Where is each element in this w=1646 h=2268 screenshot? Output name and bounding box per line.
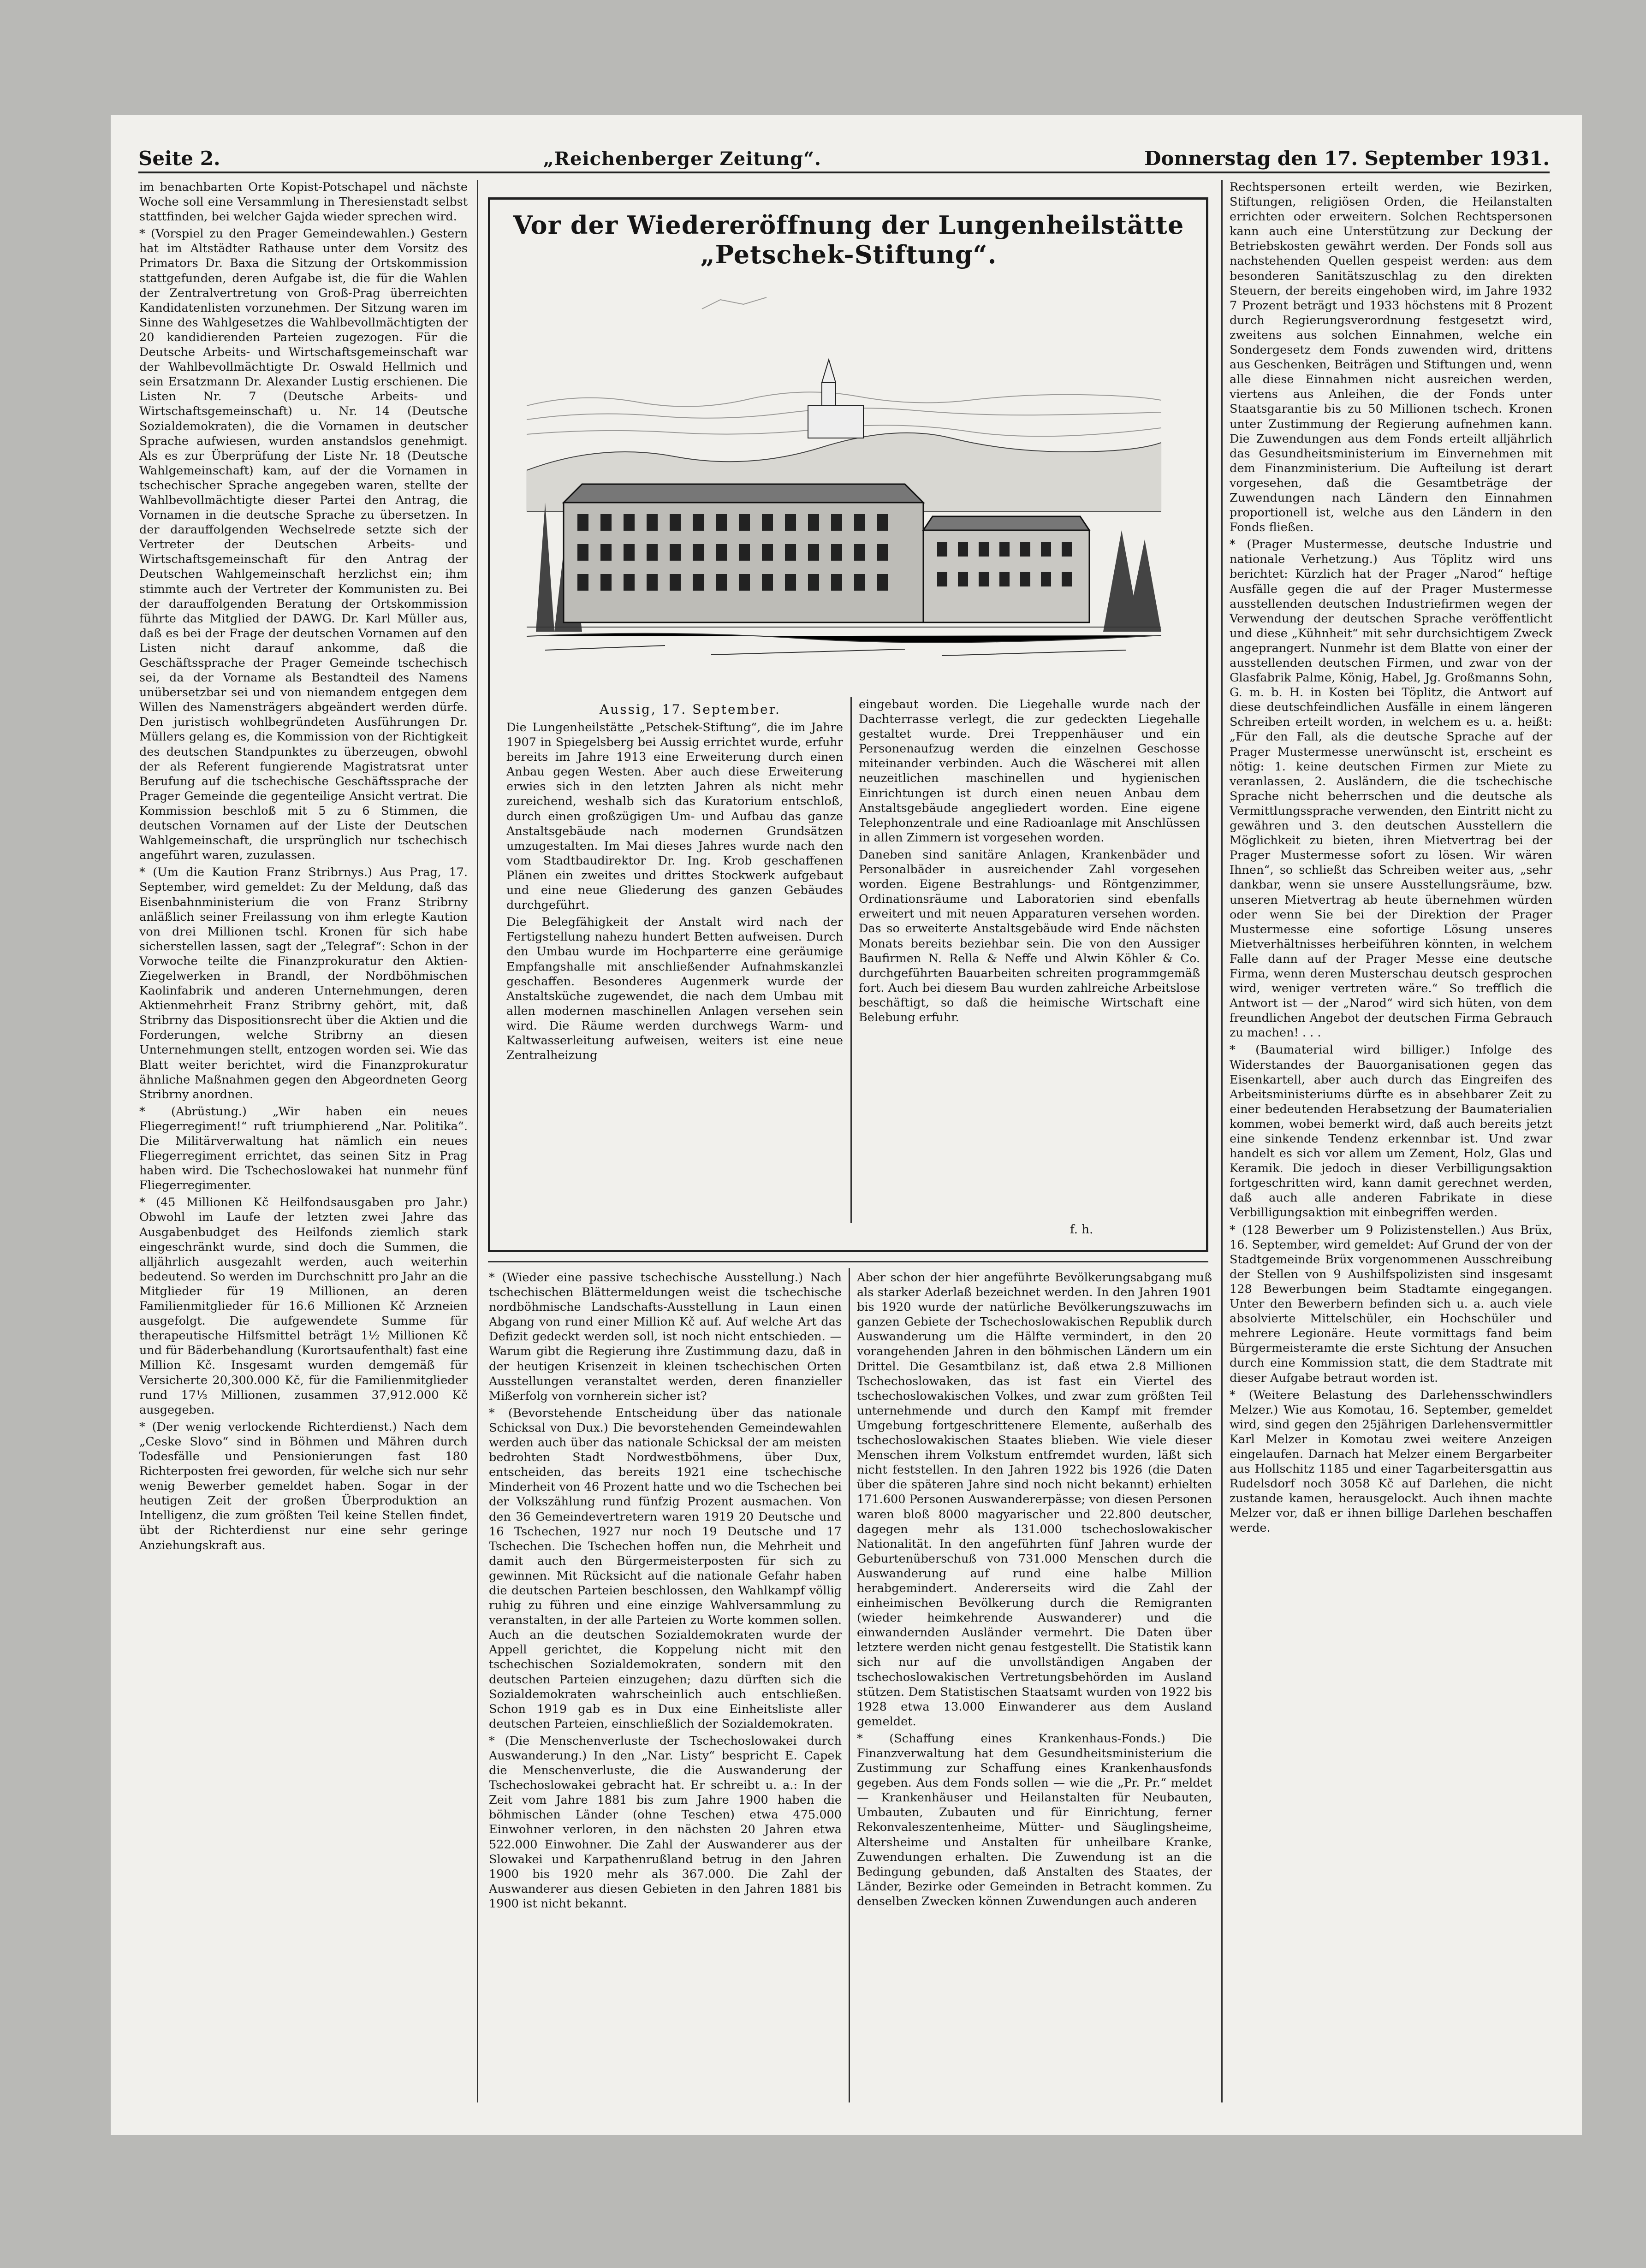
article-building-material: * (Baumaterial wird billiger.) Infolge des Widerstandes der Bauorganisationen gegen das Eisenkartell, aber auch durch das Eingreifen des Arbeitsministeriums dürfte es in absehbarer Zeit zu einer bedeutenden Herabsetzung der Baumaterialien kommen, wobei bemerkt wird, daß auch bereits jetzt eine sinkende Tendenz erkennbar ist. Und zwar handelt es sich vor allem um Zement, Holz, Glas und Keramik. Die jedoch in dieser Verbilligungsaktion fortgeschritten wird, kann damit gerechnet werden, daß auch alle anderen Fabrikate in diese Verbilligungsaktion mit einbegriffen werden. [1230, 1043, 1552, 1220]
issue-date: Donnerstag den 17. September 1931. [1144, 147, 1550, 170]
feature-column-b [859, 697, 1200, 1220]
sanatorium-illustration [527, 254, 1161, 678]
article-loan-swindler: * (Weitere Belastung des Darlehensschwindlers Melzer.) Wie aus Komotau, 16. September, gemeldet wird, sind gegen den 25jährigen Darlehensvermittler Karl Melzer in Komotau zwei weitere Anzeigen eingelaufen. Darnach hat Melzer einem Bergarbeiter aus Hollschitz 1185 und einer Tagarbeitersgattin aus Rudelsdorf noch 3058 Kč auf Darlehen, die nicht zustande kamen, herausgelockt. Auch ihnen machte Melzer vor, daß er ihnen billige Darlehen beschaffen werde. [1230, 1388, 1552, 1535]
article-police-applicants: * (128 Bewerber um 9 Polizistenstellen.) Aus Brüx, 16. September, wird gemeldet: Auf Grund der von der Stadtgemeinde Brüx vorgenommenen Ausschreibung der Stellen von 9 Aushilfspolizisten sind insgesamt 128 Bewerbungen beim Stadtamte eingegangen. Unter den Bewerbern befinden sich u. a. auch viele absolvierte Mittelschüler, ein Hochschüler und mehrere Legionäre. Heute vormittags fand beim Bürgermeisteramte die erste Sichtung der Ansuchen durch eine Kommission statt, die dem Stadtrate mit dieser Aufgabe betraut worden ist. [1230, 1223, 1552, 1385]
feature-headline: Vor der Wiedereröffnung der Lungenheilstätte „Petschek-Stiftung“. [513, 210, 1184, 269]
article-dux-elections: * (Bevorstehende Entscheidung über das nationale Schicksal von Dux.) Die bevorstehenden Gemeindewahlen werden auch über das nationale Schicksal der am meisten bedrohten Stadt Nordwestböhmens, über Dux, entscheiden, das bereits 1921 eine tschechische Minderheit von 46 Prozent hatte und wo die Tschechen bei der Volkszählung rund fünfzig Prozent ausmachen. Von den 36 Gemeindevertretern waren 1919 20 Deutsche und 16 Tschechen, 1927 nur noch 19 Deutsche und 17 Tschechen. Die Tschechen hoffen nun, die Mehrheit und damit auch den Bürgermeisterposten für sich zu gewinnen. Mit Rücksicht auf die nationale Gefahr haben die deutschen Parteien beschlossen, den Wahlkampf völlig ruhig zu führen und eine einzige Wahlversammlung zu veranstalten, in der alle Parteien zu Worte kommen sollen. Auch an die deutschen Sozialdemokraten wurde der Appell gerichtet, die Koppelung nicht mit den tschechischen Sozialdemokraten, sondern mit den deutschen Parteien einzugehen; dazu dürften sich die Sozialdemokraten wahrscheinlich auch entschließen. Schon 1919 gab es in Dux eine Einheitsliste aller deutschen Parteien, einschließlich der Sozialdemokraten. [489, 1406, 842, 1731]
feature-bottom-rule [488, 1261, 1208, 1262]
article-continuation: im benachbarten Orte Kopist-Potschapel und nächste Woche soll eine Versammlung in Theresienstadt selbst stattfinden, bei welcher Gajda wieder sprechen wird. [139, 180, 468, 224]
article-hospital-fund: * (Schaffung eines Krankenhaus-Fonds.) Die Finanzverwaltung hat dem Gesundheitsministerium die Zustimmung zur Schaffung eines Krankenhausfonds gegeben. Aus dem Fonds sollen — wie die „Pr. Pr.“ meldet — Krankenhäuser und Heilanstalten für Neubauten, Umbauten, Zubauten und für Einrichtung, ferner Rekonvaleszentenheime, Mütter- und Säuglingsheime, Altersheime und Anstalten für unheilbare Kranke, Zuwendungen erhalten. Die Zuwendung ist an die Bedingung gebunden, daß Anstalten des Staates, der Länder, Bezirke oder Gemeinden in Betracht kommen. Zu denselben Zwecken können Zuwendungen auch anderen [857, 1731, 1212, 1908]
feature-paragraph: Daneben sind sanitäre Anlagen, Krankenbäder und Personalbäder in ausreichender Zahl vorgesehen worden. Eigene Bestrahlungs- und Röntgenzimmer, Ordinationsräume und Laboratorien sind ebenfalls erweitert und mit neuen Apparaturen versehen worden. Das so erweiterte Anstaltsgebäude wird Ende nächsten Monats bereits beziehbar sein. Die von den Aussiger Baufirmen N. Rella & Neffe und Alwin Köhler & Co. durchgeführten Bauarbeiten schreiten programmgemäß fort. Auch bei diesem Bau wurden zahlreiche Arbeitslose beschäftigt, so daß die heimische Wirtschaft eine Belebung erfuhr. [859, 847, 1200, 1024]
article-judges: * (Der wenig verlockende Richterdienst.) Nach dem „Ceske Slovo“ sind in Böhmen und Mähren durch Todesfälle und Pensionierungen fast 180 Richterposten frei geworden, für welche sich nur sehr wenig Bewerber gemeldet haben. Sogar in der heutigen Zeit der großen Überproduktion an Intelligenz, die zum größten Teil keine Stellen findet, übt der Richterdienst nur eine sehr geringe Anziehungskraft aus. [139, 1420, 468, 1552]
feature-column-rule [850, 697, 852, 1223]
running-header [138, 137, 1550, 170]
column-rule-lower [849, 1268, 850, 2102]
column-rule-left [477, 180, 478, 2102]
article-prague-elections: * (Vorspiel zu den Prager Gemeindewahlen.) Gestern hat im Altstädter Rathause unter dem Vorsitz des Primators Dr. Baxa die Sitzung der Ortskommission stattgefunden, deren Aufgabe ist, die für die Wahlen der Zentralvertretung von Groß-Prag überreichten Kandidatenlisten vorzunehmen. Der Sitzung waren im Sinne des Wahlgesetzes die Wahlbevollmächtigten der 20 kandidierenden Parteien zugezogen. Für die Deutsche Arbeits- und Wirtschaftsgemeinschaft war der Wahlbevollmächtigte Dr. Oswald Hellmich und sein Ersatzmann Dr. Alexander Lustig erschienen. Die Listen Nr. 7 (Deutsche Arbeits- und Wirtschaftsgemeinschaft) u. Nr. 14 (Deutsche Sozialdemokraten), die die Vornamen in deutscher Sprache aufwiesen, wurden anstandslos genehmigt. Als es zur Überprüfung der Liste Nr. 18 (Deutsche Wahlgemeinschaft) kam, auf der die Vornamen in tschechischer Sprache angegeben waren, stellte der Wahlbevollmächtigte dieser Partei den Antrag, die Vornamen in die deutsche Sprache zu übersetzen. In der darauffolgenden Wechselrede setzte sich der Vertreter der Deutschen Arbeits- und Wirtschaftsgemeinschaft für den Antrag der Deutschen Wahlgemeinschaft herzlichst ein; ihm stimmte auch der Vertreter der Kommunisten zu. Bei der darauffolgenden Beratung der Ortskommission führte das Mitglied der DAWG. Dr. Karl Müller aus, daß es bei der Frage der deutschen Vornamen auf den Listen nicht darauf ankomme, daß die Geschäftssprache der Prager Gemeinde tschechisch sei, da der Vorname als Bestandteil des Namens unübersetzbar sei und von niemandem entgegen dem Willen des Namensträgers abgeändert werden dürfe. Den juristisch wohlbegründeten Ausführungen Dr. Müllers gelang es, die Kommission von der Richtigkeit des deutschen Standpunktes zu überzeugen, obwohl der als Referent fungierende Magistratsrat unter Berufung auf die tschechische Geschäftssprache der Prager Gemeinde die gegenteilige Ansicht vertrat. Die Kommission beschloß mit 5 zu 6 Stimmen, die deutschen Vornamen auf der Liste der Deutschen Wahlgemeinschaft, die ursprünglich nur tschechisch angeführt waren, zuzulassen. [139, 227, 468, 863]
header-rule [138, 172, 1550, 173]
lower-column-1 [489, 1270, 842, 2102]
feature-dateline: Aussig, 17. September. [600, 702, 781, 717]
article-stribrny-bail: * (Um die Kaution Franz Stribrnys.) Aus Prag, 17. September, wird gemeldet: Zu der Meldung, daß das Eisenbahnministerium die von Franz Stribrny anläßlich seiner Freilassung von ihm erlegte Kaution von drei Millionen tschl. Kronen für sich habe sicherstellen lassen, sagt der „Telegraf“: Schon in der Vorwoche teilte die Finanzprokuratur den Aktien-Ziegelwerken in Brandl, der Nordböhmischen Kaolinfabrik und anderen Unternehmungen, deren Aktienmehrheit Franz Stribrny gehört, mit, daß Stribrny das Dispositionsrecht über die Aktien und die Forderungen, welche Stribrny an diesen Unternehmungen stellt, entzogen worden sei. Wie das Blatt weiter berichtet, wird die Finanzprokuratur ähnliche Maßnahmen gegen den Abgeordneten Georg Stribrny anordnen. [139, 865, 468, 1101]
article-emigration: * (Die Menschenverluste der Tschechoslowakei durch Auswanderung.) In den „Nar. Listy“ bespricht E. Capek die Menschenverluste, die die Auswanderung der Tschechoslowakei gebracht hat. Er schreibt u. a.: In der Zeit vom Jahre 1881 bis zum Jahre 1900 haben die böhmischen Länder (ohne Teschen) etwa 475.000 Einwohner verloren, in den nächsten 20 Jahren etwa 522.000 Einwohner. Die Zahl der Auswanderer aus der Slowakei und Karpathenrußland betrug in den Jahren 1900 bis 1920 mehr als 367.000. Die Zahl der Auswanderer aus diesen Gebieten in den Jahren 1881 bis 1900 ist nicht bekannt. [489, 1734, 842, 1911]
feature-paragraph: eingebaut worden. Die Liegehalle wurde nach der Dachterrasse verlegt, die zur gedeckten Liegehalle gestaltet wurde. Drei Treppenhäuser und ein Personenaufzug werden die einzelnen Geschosse miteinander verbinden. Auch die Wäscherei mit allen neuzeitlichen maschinellen und hygienischen Einrichtungen ist durch einen neuen Anbau dem Anstaltsgebäude angegliedert worden. Eine eigene Telephonzentrale und eine Radioanlage mit Anschlüssen in allen Zimmern ist vorgesehen worden. [859, 698, 1200, 845]
article-hospital-fund-cont: Rechtspersonen erteilt werden, wie Bezirken, Stiftungen, religiösen Orden, die Heilanstalten errichten oder erweitern. Solchen Rechtspersonen kann auch eine Unterstützung zur Deckung der Betriebskosten gewährt werden. Der Fonds soll aus nachstehenden Quellen gespeist werden: aus dem besonderen Sanitätszuschlag zu den direkten Steuern, der bereits eingehoben wird, im Jahre 1932 7 Prozent beträgt und 1933 höchstens mit 8 Prozent durch Regierungsverordnung festgesetzt wird, zweitens aus solchen Einnahmen, welche ein Sondergesetz dem Fonds zuwenden wird, drittens aus Geschenken, Beiträgen und Stiftungen und, wenn alle diese Einnahmen nicht ausreichen werden, viertens aus Anleihen, die der Fonds unter Staatsgarantie bis zu 50 Millionen tschech. Kronen unter Zustimmung der Regierung aufnehmen kann. Die Zuwendungen aus dem Fonds erteilt alljährlich das Gesundheitsministerium im Einvernehmen mit dem Finanzministerium. Die Aufteilung ist derart vorgesehen, daß die Gesamtbeträge der Zuwendungen nach Ländern den Einnahmen proportionell ist, welche aus den Ländern in den Fonds fließen. [1230, 180, 1552, 535]
column-1 [139, 180, 468, 2102]
article-health-fund: * (45 Millionen Kč Heilfondsausgaben pro Jahr.) Obwohl im Laufe der letzten zwei Jahre das Ausgabenbudget des Heilfonds ziemlich stark eingeschränkt wurde, sind doch die Summen, die alljährlich ausgezahlt werden, auch weiterhin bedeutend. So werden im Durchschnitt pro Jahr an die Mitglieder für 19 Millionen, an deren Familienmitglieder für 16.6 Millionen Kč Arzneien ausgefolgt. Die aufgewendete Summe für therapeutische Hilfsmittel beträgt 1½ Millionen Kč und für Bäderbehandlung (Kurortsaufenthalt) fast eine Million Kč. Insgesamt wurden demgemäß für Versicherte 20,300.000 Kč, für die Familienmitglieder rund 17⅓ Millionen, zusammen 37,912.000 Kč ausgegeben. [139, 1196, 468, 1417]
column-rule-right [1221, 180, 1223, 2102]
page-number: Seite 2. [138, 147, 220, 170]
lower-column-2 [857, 1270, 1212, 2102]
feature-paragraph: Die Lungenheilstätte „Petschek-Stiftung“, die im Jahre 1907 in Spiegelsberg bei Aussig errichtet wurde, erfuhr bereits im Jahre 1913 eine Erweiterung durch einen Anbau gegen Westen. Aber auch diese Erweiterung erwies sich in den letzten Jahren als nicht mehr zureichend, weshalb sich das Kuratorium entschloß, durch einen großzügigen Um- und Aufbau das ganze Anstaltsgebäude nach modernen Grundsätzen umzugestalten. Im Mai dieses Jahres wurde nach den vom Stadtbaudirektor Dr. Ing. Krob geschaffenen Plänen ein zweites und drittes Stockwerk aufgebaut und eine neue Gliederung des ganzen Gebäudes durchgeführt. [506, 721, 843, 912]
article-emigration-cont: Aber schon der hier angeführte Bevölkerungsabgang muß als starker Aderlaß bezeichnet werden. In den Jahren 1901 bis 1920 wurde der natürliche Bevölkerungszuwachs im ganzen Gebiete der Tschechoslowakischen Republik durch Auswanderung um die Hälfte vermindert, in den 20 vorangehenden Jahren in den böhmischen Ländern um ein Drittel. Die Gesamtbilanz ist, daß etwa 2.8 Millionen Tschechoslowaken, das ist fast ein Viertel des tschechoslowakischen Volkes, und zwar zum größten Teil unternehmende und durch den Kampf mit fremder Umgebung fortgeschrittenere Elemente, außerhalb des tschechoslowakischen Staates blieben. Wie viele dieser Menschen ihrem Volkstum entfremdet wurden, läßt sich nicht feststellen. In den Jahren 1922 bis 1926 (die Daten über die späteren Jahre sind noch nicht bekannt) erhielten 171.600 Personen Auswandererpässe; von diesen Personen waren bloß 8000 magyarischer und 22.800 deutscher, dagegen mehr als 131.000 tschechoslowakischer Nationalität. In den angeführten fünf Jahren wurde der Geburtenüberschuß von 731.000 Menschen durch die Auswanderung auf rund eine halbe Million herabgemindert. Andererseits wird die Zahl der einheimischen Bevölkerung durch die Remigranten (wieder heimkehrende Auswanderer) und die einwandernden Ausländer vermehrt. Die Daten über letztere werden nicht genau festgestellt. Die Statistik kann sich nur auf die unvollständigen Angaben der tschechoslowakischen Vertretungsbehörden im Ausland stützen. Dem Statistischen Staatsamt wurden von 1922 bis 1928 etwa 13.000 Einwanderer aus dem Ausland gemeldet. [857, 1271, 1212, 1729]
article-laun-exhibition: * (Wieder eine passive tschechische Ausstellung.) Nach tschechischen Blättermeldungen weist die tschechische nordböhmische Landschafts-Ausstellung in Laun einen Abgang von rund einer Million Kč auf. Auf welche Art das Defizit gedeckt werden soll, ist noch nicht entschieden. — Warum gibt die Regierung ihre Zustimmung dazu, daß in der heutigen Krisenzeit in kleinen tschechischen Orten Ausstellungen veranstaltet werden, deren finanzieller Mißerfolg von vornherein sicher ist? [489, 1271, 842, 1403]
feature-column-a [506, 720, 843, 1220]
newspaper-title: „Reichenberger Zeitung“. [543, 148, 821, 170]
newspaper-page [111, 115, 1582, 2135]
article-air-regiment: * (Abrüstung.) „Wir haben ein neues Fliegerregiment!“ ruft triumphierend „Nar. Politika“. Die Militärverwaltung hat nämlich ein neues Fliegerregiment errichtet, das seinen Sitz in Prag haben wird. Die Tschechoslowakei hat nunmehr fünf Fliegerregimenter. [139, 1104, 468, 1193]
article-trade-fair: * (Prager Mustermesse, deutsche Industrie und nationale Verhetzung.) Aus Töplitz wird uns berichtet: Kürzlich hat der Prager „Narod“ heftige Ausfälle gegen die auf der Prager Mustermesse ausstellenden deutschen Industriefirmen wegen der Verwendung der deutschen Sprache veröffentlicht und diese „Kühnheit“ mit sehr durchsichtigem Zweck angeprangert. Nunmehr ist dem Blatte von einer der ausstellenden deutschen Firmen, und zwar von der Glasfabrik Palme, König, Habel, Jg. Großmanns Sohn, G. m. b. H. in Kosten bei Töplitz, die Antwort auf diese deutschfeindlichen Ausfälle in einem längeren Schreiben erteilt worden, in welchem es u. a. heißt: „Für den Fall, als die deutsche Sprache auf der Prager Mustermesse unerwünscht ist, erscheint es nötig: 1. keine deutschen Firmen zur Miete zu veranlassen, 2. Ausländern, die die tschechische Sprache nicht beherrschen und die deutsche als Vermittlungssprache verwenden, den Eintritt nicht zu gewähren und 3. den deutschen Ausstellern die Möglichkeit zu bieten, ihren Mietvertrag bei der Prager Mustermesse sofort zu lösen. Wir wären Ihnen“, so schließt das Schreiben weiter aus, „sehr dankbar, wenn sie unsere Ausstellungsräume, bzw. unseren Mietvertrag ab heute übernehmen würden oder wenn Sie bei der Direktion der Prager Mustermesse eine sofortige Lösung unseres Mietverhältnisses herbeiführen könnten, in welchem Falle dann auf der Prager Messe eine deutsche Firma, wenn deren Musterschau deutsch gesprochen wird, weniger vertreten wäre.“ So trefflich die Antwort ist — der „Narod“ wird sich hüten, von dem freundlichen Angebot der deutschen Firma Gebrauch zu machen! . . . [1230, 538, 1552, 1040]
feature-signature: f. h. [1070, 1223, 1093, 1237]
feature-paragraph: Die Belegfähigkeit der Anstalt wird nach der Fertigstellung nahezu hundert Betten aufweisen. Durch den Umbau wurde im Hochparterre eine geräumige Empfangshalle mit anschließender Aufnahmskanzlei geschaffen. Besonderes Augenmerk wurde der Anstaltsküche zugewendet, die nach dem Umbau mit allen modernen maschinellen Anlagen versehen sein wird. Die Räume werden durchwegs Warm- und Kaltwasserleitung aufweisen, weiters ist eine neue Zentralheizung [506, 915, 843, 1063]
column-3 [1230, 180, 1552, 2102]
